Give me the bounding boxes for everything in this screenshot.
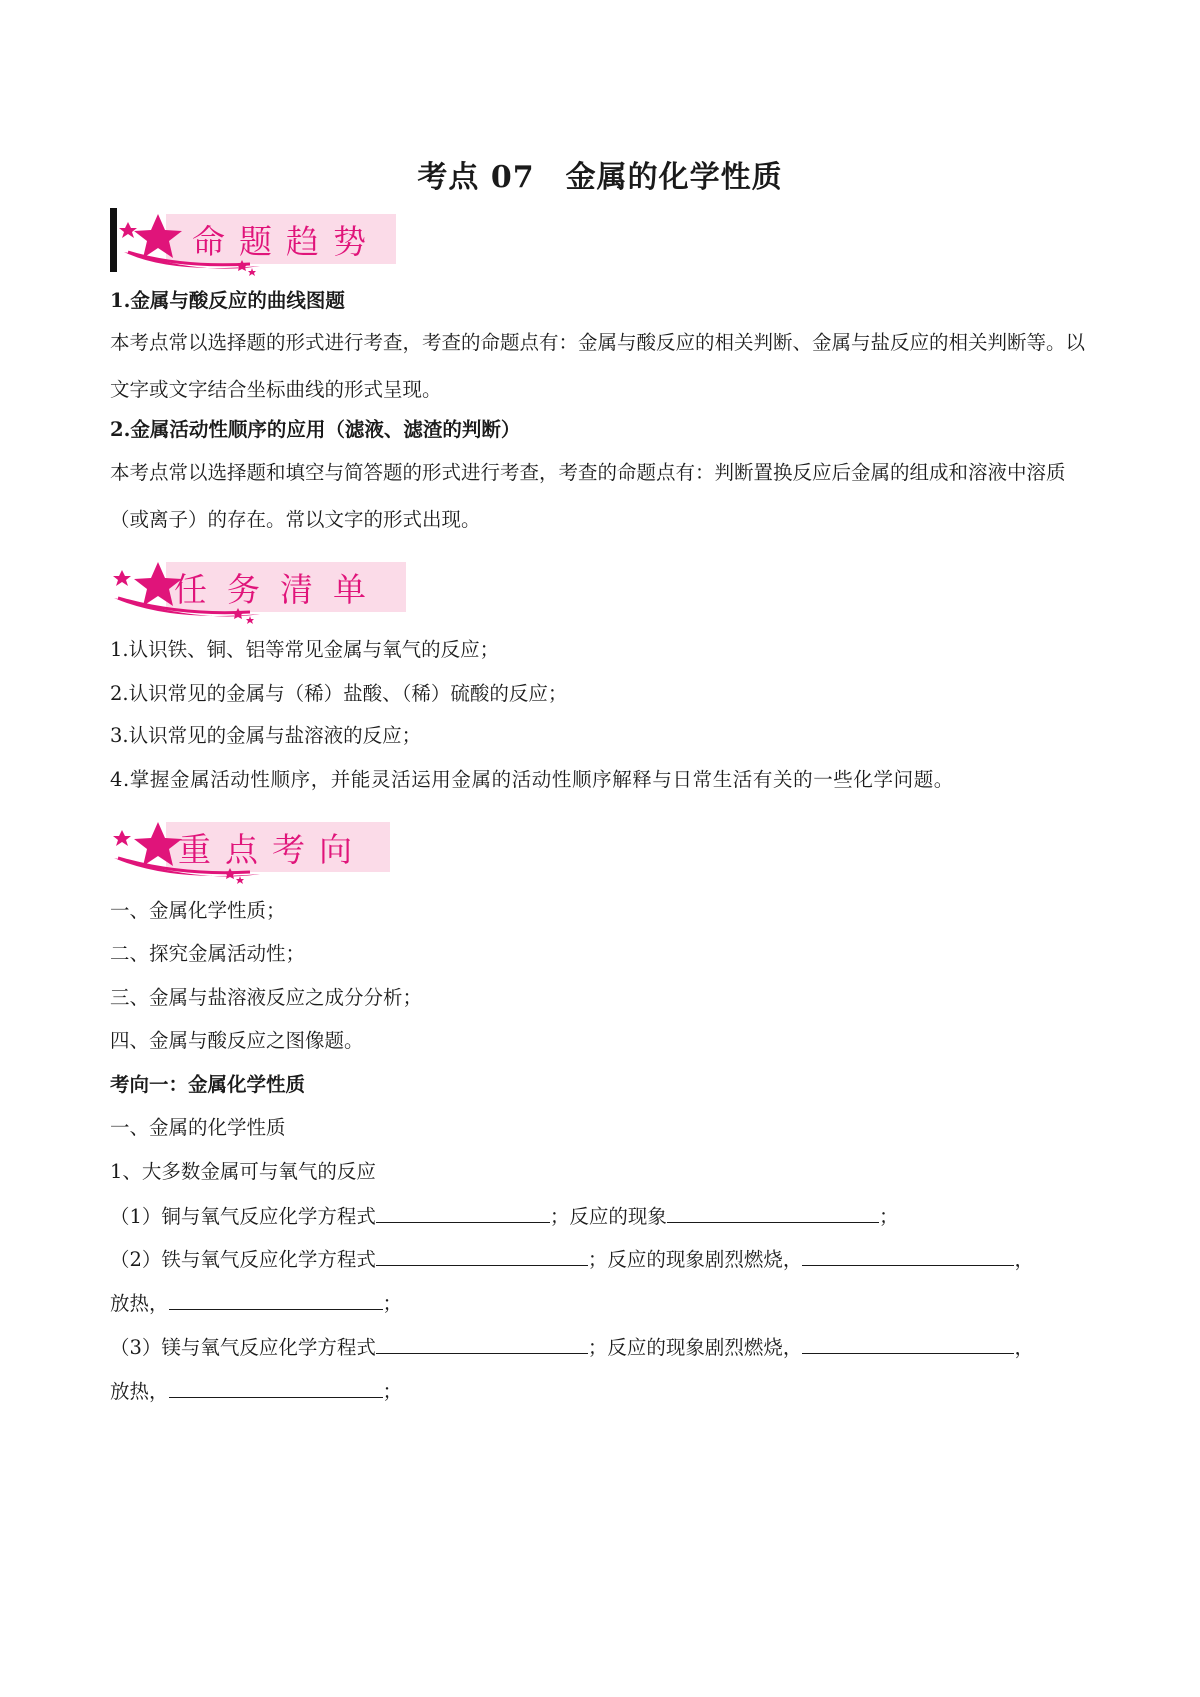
section-item: 1、大多数金属可与氧气的反应: [110, 1160, 376, 1183]
question-3-end: ；: [382, 1380, 403, 1403]
focus-item-1: 一、金属化学性质；: [110, 899, 286, 922]
task-item-1: 1.认识铁、铜、铝等常见金属与氧气的反应；: [110, 638, 500, 661]
task-item-4: 4.掌握金属活动性顺序，并能灵活运用金属的活动性顺序解释与日常生活有关的一些化学问题。: [110, 768, 954, 791]
question-2-line-2: [110, 1289, 1100, 1318]
question-2-prompt: （2）铁与氧气反应化学方程式: [110, 1248, 376, 1271]
trend-paragraph-1: 本考点常以选择题的形式进行考查，考查的命题点有：金属与酸反应的相关判断、金属与盐反应的相关判断等。以文字或文字结合坐标曲线的形式呈现。: [110, 331, 1086, 401]
question-2-mid: ；反应的现象剧烈燃烧，: [587, 1248, 803, 1271]
trend-heading-1: 1.金属与酸反应的曲线图题: [110, 289, 345, 312]
question-3-heat: 放热，: [110, 1380, 169, 1403]
section-heading: 考向一：金属化学性质: [110, 1073, 306, 1096]
question-3-comma: ，: [1014, 1336, 1034, 1359]
answer-blank[interactable]: [169, 1377, 383, 1398]
question-3-line: [110, 1333, 1100, 1362]
section-subheading: 一、金属的化学性质: [110, 1116, 286, 1139]
focus-item-4: 四、金属与酸反应之图像题。: [110, 1029, 364, 1052]
question-3-mid: ；反应的现象剧烈燃烧，: [587, 1336, 803, 1359]
answer-blank[interactable]: [376, 1333, 588, 1354]
focus-item-2: 二、探究金属活动性；: [110, 942, 306, 965]
question-2-heat: 放热，: [110, 1292, 169, 1315]
question-2-comma: ，: [1014, 1248, 1034, 1271]
banner-trend-label: 命题趋势: [192, 222, 380, 261]
question-1-end: ；: [878, 1205, 899, 1228]
trend-heading-2: 2.金属活动性顺序的应用（滤液、滤渣的判断）: [110, 418, 521, 441]
question-3-line-2: [110, 1377, 1100, 1406]
banner-focus: [110, 818, 410, 898]
answer-blank[interactable]: [376, 1202, 550, 1223]
banner-trend: [110, 208, 410, 288]
answer-blank[interactable]: [802, 1245, 1014, 1266]
trend-paragraph-2: 本考点常以选择题和填空与简答题的形式进行考查，考查的命题点有：判断置换反应后金属的组成和溶液中溶质（或离子）的存在。常以文字的形式出现。: [110, 461, 1066, 531]
question-2-line: [110, 1245, 1100, 1274]
answer-blank[interactable]: [169, 1289, 383, 1310]
page-title: 考点 07 金属的化学性质: [417, 160, 783, 195]
question-2-end: ；: [382, 1292, 403, 1315]
answer-blank[interactable]: [802, 1333, 1014, 1354]
banner-tasks: [110, 558, 410, 638]
banner-tasks-label: 任务清单: [174, 570, 386, 609]
question-1-mid: ；反应的现象: [549, 1205, 667, 1228]
question-3-prompt: （3）镁与氧气反应化学方程式: [110, 1336, 376, 1359]
banner-focus-label: 重点考向: [178, 830, 366, 869]
task-item-3: 3.认识常见的金属与盐溶液的反应；: [110, 724, 422, 747]
task-item-2: 2.认识常见的金属与（稀）盐酸、（稀）硫酸的反应；: [110, 682, 568, 705]
question-1-prompt: （1）铜与氧气反应化学方程式: [110, 1205, 376, 1228]
question-1-line: [110, 1202, 1100, 1231]
answer-blank[interactable]: [376, 1245, 588, 1266]
answer-blank[interactable]: [667, 1202, 879, 1223]
focus-item-3: 三、金属与盐溶液反应之成分分析；: [110, 986, 423, 1009]
